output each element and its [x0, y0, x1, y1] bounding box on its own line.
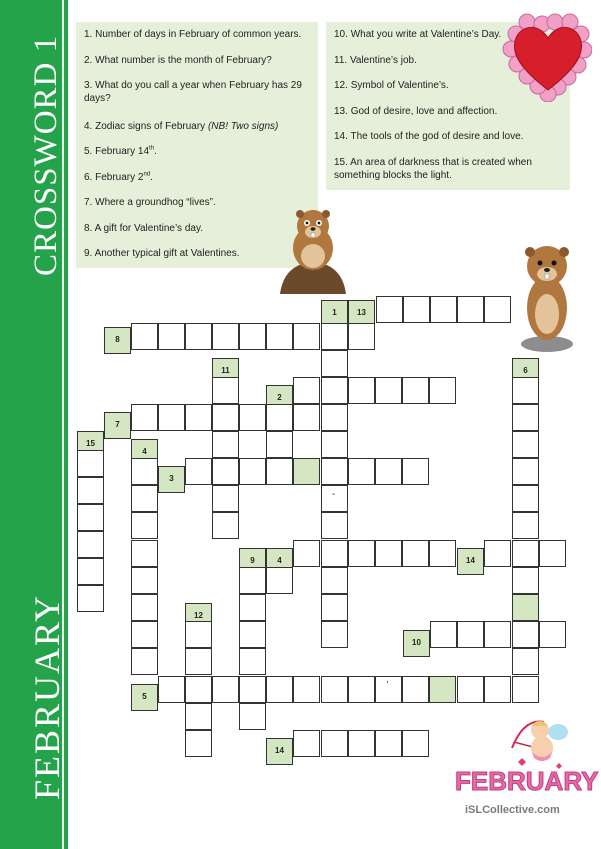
clue-1: 1. Number of days in February of common years. — [84, 29, 302, 40]
grid-cell[interactable] — [512, 485, 539, 512]
grid-cell[interactable] — [539, 621, 566, 648]
clue-10: 10. What you write at Valentine’s Day. — [334, 29, 502, 40]
clue-number-cell: 2 — [266, 385, 293, 412]
grid-cell[interactable] — [77, 450, 104, 477]
grid-cell[interactable] — [239, 323, 266, 350]
grid-cell[interactable] — [348, 323, 375, 350]
grid-mark-dash: - — [332, 489, 336, 500]
grid-mark-comma: , — [386, 674, 389, 685]
sidebar-title-february: FEBRUARY — [27, 593, 67, 800]
grid-cell[interactable] — [512, 540, 539, 567]
grid-cell[interactable] — [212, 431, 239, 458]
grid-cell[interactable] — [158, 404, 185, 431]
clue-number-cell: 1 — [321, 300, 348, 327]
grid-cell[interactable] — [376, 296, 403, 323]
grid-cell[interactable] — [158, 676, 185, 703]
clue-number-cell: 13 — [348, 300, 375, 327]
clue-15: 15. An area of darkness that is created when something blocks the light. — [334, 157, 532, 181]
grid-cell[interactable] — [212, 458, 239, 485]
grid-cell[interactable] — [266, 323, 293, 350]
grid-cell[interactable] — [131, 540, 158, 567]
clue-13: 13. God of desire, love and affection. — [334, 106, 498, 117]
grid-cell[interactable] — [239, 676, 266, 703]
grid-cell[interactable] — [375, 730, 402, 757]
grid-cell[interactable] — [402, 377, 429, 404]
grid-cell[interactable] — [131, 594, 158, 621]
clue-number-cell: 7 — [104, 412, 131, 439]
grid-cell[interactable] — [375, 540, 402, 567]
clue-number-cell: 8 — [104, 327, 131, 354]
grid-cell[interactable] — [185, 404, 212, 431]
clue-8: 8. A gift for Valentine’s day. — [84, 223, 203, 234]
grid-cell[interactable] — [185, 648, 212, 675]
grid-cell[interactable] — [375, 458, 402, 485]
grid-cell[interactable] — [429, 377, 456, 404]
clue-4: 4. Zodiac signs of February (NB! Two signs) — [84, 121, 279, 132]
grid-cell[interactable] — [348, 458, 375, 485]
grid-cell[interactable] — [512, 431, 539, 458]
cupid-icon — [510, 712, 570, 774]
grid-cell[interactable] — [321, 458, 348, 485]
grid-cell[interactable] — [239, 648, 266, 675]
grid-cell[interactable] — [77, 585, 104, 612]
grid-cell[interactable] — [512, 512, 539, 539]
grid-cell[interactable] — [293, 404, 320, 431]
grid-cell[interactable] — [512, 648, 539, 675]
clue-number-cell: 11 — [212, 358, 239, 385]
grid-cell[interactable] — [293, 377, 320, 404]
grid-cell[interactable] — [457, 621, 484, 648]
grid-cell[interactable] — [402, 730, 429, 757]
grid-cell[interactable] — [293, 730, 320, 757]
clue-7: 7. Where a groundhog “lives”. — [84, 197, 216, 208]
grid-cell[interactable] — [293, 458, 320, 485]
grid-cell[interactable] — [185, 323, 212, 350]
grid-cell[interactable] — [321, 323, 348, 350]
grid-cell[interactable] — [375, 377, 402, 404]
clue-number-cell: 9 — [239, 548, 266, 575]
grid-cell[interactable] — [403, 296, 430, 323]
grid-cell[interactable] — [512, 458, 539, 485]
grid-cell[interactable] — [239, 567, 266, 594]
grid-cell[interactable] — [131, 567, 158, 594]
grid-cell[interactable] — [512, 377, 539, 404]
grid-cell[interactable] — [484, 621, 511, 648]
clue-6: 6. February 2nd. — [84, 171, 153, 183]
clue-9: 9. Another typical gift at Valentines. — [84, 248, 240, 259]
grid-cell[interactable] — [321, 567, 348, 594]
grid-cell[interactable] — [212, 404, 239, 431]
clue-number-cell: 5 — [131, 684, 158, 711]
clue-number-cell: 14 — [266, 738, 293, 765]
grid-cell[interactable] — [430, 296, 457, 323]
clue-number-cell: 4 — [266, 548, 293, 575]
grid-cell[interactable] — [321, 730, 348, 757]
grid-cell[interactable] — [131, 458, 158, 485]
grid-cell[interactable] — [512, 404, 539, 431]
grid-cell[interactable] — [457, 296, 484, 323]
grid-cell[interactable] — [266, 431, 293, 458]
grid-cell[interactable] — [539, 540, 566, 567]
grid-cell[interactable] — [512, 676, 539, 703]
grid-cell[interactable] — [131, 512, 158, 539]
grid-cell[interactable] — [131, 323, 158, 350]
clue-number-cell: 12 — [185, 603, 212, 630]
grid-cell[interactable] — [484, 296, 511, 323]
grid-cell[interactable] — [239, 458, 266, 485]
grid-cell[interactable] — [321, 431, 348, 458]
grid-cell[interactable] — [402, 676, 429, 703]
grid-cell[interactable] — [321, 540, 348, 567]
grid-cell[interactable] — [512, 594, 539, 621]
grid-cell[interactable] — [321, 512, 348, 539]
grid-cell[interactable] — [158, 323, 185, 350]
clue-12: 12. Symbol of Valentine’s. — [334, 80, 449, 91]
grid-cell[interactable] — [212, 512, 239, 539]
clue-number-cell: 4 — [131, 439, 158, 466]
grid-cell[interactable] — [348, 676, 375, 703]
grid-cell[interactable] — [266, 458, 293, 485]
grid-cell[interactable] — [348, 540, 375, 567]
grid-cell[interactable] — [321, 404, 348, 431]
grid-cell[interactable] — [321, 594, 348, 621]
grid-cell[interactable] — [266, 404, 293, 431]
grid-cell[interactable] — [293, 323, 320, 350]
clue-14: 14. The tools of the god of desire and love. — [334, 131, 524, 142]
grid-cell[interactable] — [402, 458, 429, 485]
grid-cell[interactable] — [212, 485, 239, 512]
grid-cell[interactable] — [239, 404, 266, 431]
grid-cell[interactable] — [429, 540, 456, 567]
grid-cell[interactable] — [348, 730, 375, 757]
clue-number-cell: 3 — [158, 466, 185, 493]
grid-cell[interactable] — [77, 558, 104, 585]
grid-cell[interactable] — [484, 540, 511, 567]
grid-cell[interactable] — [457, 676, 484, 703]
grid-cell[interactable] — [185, 730, 212, 757]
grid-cell[interactable] — [512, 621, 539, 648]
grid-cell[interactable] — [430, 621, 457, 648]
grid-cell[interactable] — [321, 621, 348, 648]
grid-cell[interactable] — [185, 703, 212, 730]
grid-cell[interactable] — [239, 703, 266, 730]
grid-cell[interactable] — [239, 594, 266, 621]
clue-11: 11. Valentine’s job. — [334, 55, 417, 66]
grid-cell[interactable] — [512, 567, 539, 594]
sidebar-title-crossword: CROSSWORD 1 — [28, 34, 64, 276]
grid-cell[interactable] — [321, 676, 348, 703]
grid-cell[interactable] — [185, 458, 212, 485]
clue-number-cell: 10 — [403, 630, 430, 657]
grid-cell[interactable] — [131, 485, 158, 512]
grid-cell[interactable] — [348, 377, 375, 404]
grid-cell[interactable] — [293, 540, 320, 567]
watermark: iSLCollective.com — [465, 804, 560, 816]
grid-cell[interactable] — [77, 504, 104, 531]
grid-cell[interactable] — [77, 531, 104, 558]
grid-cell[interactable] — [185, 621, 212, 648]
clue-number-cell: 15 — [77, 431, 104, 458]
clue-2: 2. What number is the month of February? — [84, 55, 272, 66]
grid-cell[interactable] — [212, 377, 239, 404]
grid-cell[interactable] — [321, 377, 348, 404]
grid-cell[interactable] — [429, 676, 456, 703]
february-logo: FEBRUARY — [455, 766, 599, 796]
grid-cell[interactable] — [266, 676, 293, 703]
clue-number-cell: 14 — [457, 548, 484, 575]
grid-cell[interactable] — [484, 676, 511, 703]
grid-cell[interactable] — [131, 648, 158, 675]
clue-number-cell: 6 — [512, 358, 539, 385]
grid-cell[interactable] — [321, 350, 348, 377]
clue-5: 5. February 14th. — [84, 145, 157, 157]
grid-cell[interactable] — [185, 676, 212, 703]
grid-cell[interactable] — [293, 676, 320, 703]
grid-cell[interactable] — [239, 621, 266, 648]
grid-cell[interactable] — [131, 404, 158, 431]
grid-cell[interactable] — [131, 621, 158, 648]
grid-cell[interactable] — [212, 676, 239, 703]
grid-cell[interactable] — [402, 540, 429, 567]
grid-cell[interactable] — [266, 567, 293, 594]
grid-cell[interactable] — [212, 323, 239, 350]
clue-3: 3. What do you call a year when February has 29 days? — [84, 80, 302, 104]
grid-cell[interactable] — [77, 477, 104, 504]
